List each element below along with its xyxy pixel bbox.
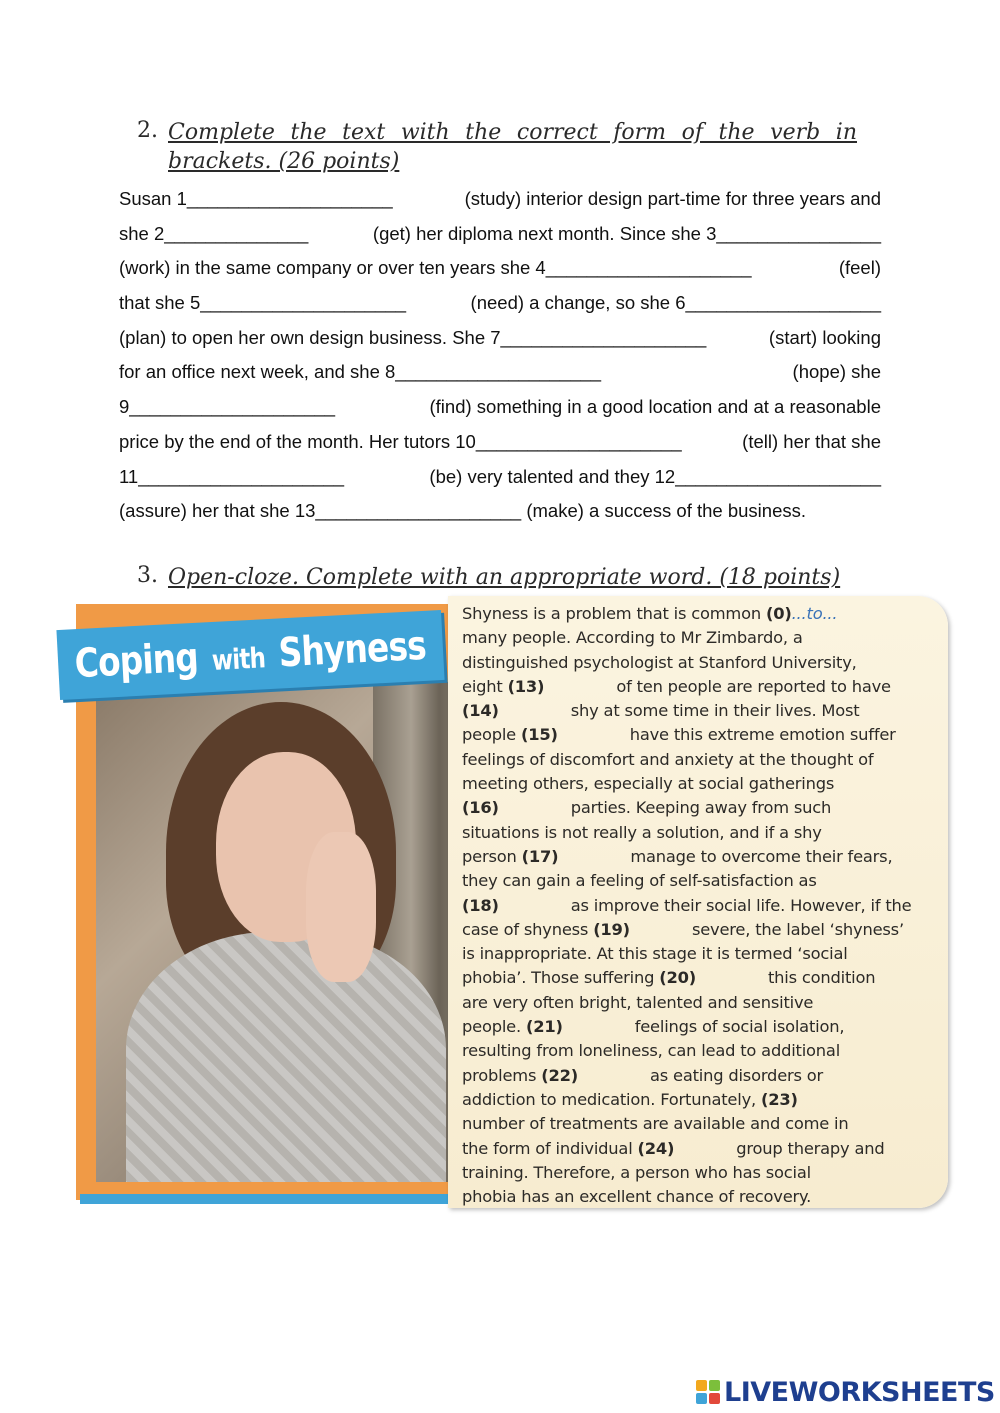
- cloze-line: [462, 1088, 932, 1112]
- cloze-text-part: addiction to medication. Fortunately,: [462, 1089, 761, 1109]
- gap-number: (0): [765, 604, 792, 623]
- text-segment: (study) interior design part-time for three years and: [464, 188, 881, 209]
- cloze-line: [462, 699, 932, 723]
- hand-shape: [306, 832, 376, 982]
- cloze-line: situations is not really a solution, and if a shy: [462, 822, 822, 842]
- cloze-text-part: feelings of social isolation,: [634, 1017, 845, 1037]
- liveworksheets-logo[interactable]: [696, 1375, 995, 1409]
- exercise-3-number: 3.: [137, 563, 158, 588]
- gap-number: (21): [525, 1017, 563, 1037]
- text-segment: that she 5____________________: [119, 292, 407, 314]
- cloze-text-part: of ten people are reported to have: [616, 676, 891, 696]
- text-line: [119, 253, 881, 288]
- gap-number: (23): [760, 1089, 798, 1109]
- text-line: [119, 392, 881, 427]
- text-line: [119, 496, 881, 531]
- cloze-line: resulting from loneliness, can lead to additional: [462, 1041, 841, 1061]
- cloze-line: number of treatments are available and come in: [462, 1114, 849, 1134]
- cloze-line: distinguished psychologist at Stanford University,: [462, 652, 857, 672]
- text-segment: (get) her diploma next month. Since she 3________________: [372, 222, 881, 244]
- text-line: [119, 288, 881, 323]
- cloze-text-part: eight: [462, 676, 508, 696]
- exercise-3-heading: [137, 563, 857, 593]
- text-segment: 11____________________: [119, 465, 344, 487]
- cloze-text-part: parties. Keeping away from such: [570, 798, 832, 818]
- cloze-line: meeting others, especially at social gatherings: [462, 774, 835, 794]
- exercise-2-heading: [137, 118, 857, 178]
- text-segment: (assure) her that she 13____________________: [119, 500, 522, 522]
- text-segment: (hope) she: [792, 361, 881, 383]
- gap-number: (14): [462, 701, 499, 721]
- cloze-line: many people. According to Mr Zimbardo, a: [462, 628, 803, 648]
- cloze-line: [462, 1015, 932, 1039]
- cloze-text-part: have this extreme emotion suffer: [629, 725, 896, 745]
- cloze-text-part: group therapy and: [736, 1138, 885, 1158]
- text-segment: (find) something in a good location and at a reasonable: [429, 396, 881, 418]
- text-segment: (make) a success of the business.: [526, 500, 807, 522]
- cloze-line: are very often bright, talented and sensitive: [462, 992, 814, 1012]
- gap-number: (18): [462, 895, 499, 915]
- sweater-shape: [126, 932, 446, 1182]
- cloze-line: [462, 675, 932, 699]
- cloze-text-part: problems: [462, 1065, 542, 1085]
- reading-panel: [70, 596, 950, 1216]
- cloze-text-part: case of shyness: [462, 919, 594, 939]
- exercise-3-title: Open-cloze. Complete with an appropriate word. (18 points): [168, 565, 841, 590]
- cloze-text-part: shy at some time in their lives. Most: [570, 701, 860, 721]
- gap-number: (15): [520, 725, 558, 745]
- gap-number: (13): [507, 676, 545, 696]
- gap-number: (22): [541, 1065, 578, 1085]
- cloze-line: is inappropriate. At this stage it is termed ‘social: [462, 944, 848, 964]
- cloze-line: [462, 796, 932, 820]
- cloze-line: [462, 602, 932, 626]
- text-segment: (tell) her that she: [742, 430, 881, 452]
- gap-number: (20): [659, 968, 696, 988]
- cloze-text-part: as improve their social life. However, if the: [570, 895, 912, 915]
- gap-number: (16): [462, 798, 499, 818]
- cloze-line: [462, 894, 932, 918]
- logo-text: LIVEWORKSHEETS: [724, 1376, 995, 1408]
- cloze-text-part: phobia’. Those suffering: [462, 968, 660, 988]
- cloze-text-part: this condition: [767, 968, 876, 988]
- exercise-2-title-line-2: brackets. (26 points): [168, 149, 400, 174]
- exercise-2-title: [168, 118, 857, 176]
- cloze-text-part: as eating disorders or: [649, 1065, 824, 1085]
- cloze-text-part: person: [462, 846, 522, 866]
- cloze-line: phobia has an excellent chance of recovery.: [462, 1187, 812, 1207]
- cloze-text-part: manage to overcome their fears,: [630, 846, 893, 866]
- cloze-text-part: people.: [462, 1017, 526, 1037]
- text-line: [119, 427, 881, 462]
- banner-word: with: [211, 641, 267, 677]
- text-line: [119, 323, 881, 358]
- cloze-textbox: [448, 596, 948, 1208]
- text-segment: (feel): [838, 257, 881, 279]
- text-segment: Susan 1____________________: [119, 188, 393, 209]
- cloze-text: [462, 602, 932, 1209]
- cloze-text-part: Shyness is a problem that is common: [462, 604, 766, 623]
- text-segment: for an office next week, and she 8____________________: [119, 361, 602, 383]
- cloze-line: [462, 918, 932, 942]
- text-segment: she 2______________: [119, 222, 309, 244]
- banner-title: [74, 623, 427, 687]
- cloze-line: [462, 1064, 932, 1088]
- text-segment: (work) in the same company or over ten years she 4____________________: [119, 257, 752, 279]
- exercise-2-text: [119, 184, 881, 531]
- cloze-line: feelings of discomfort and anxiety at the thought of: [462, 749, 874, 769]
- text-line: [119, 219, 881, 254]
- banner-word: Shyness: [277, 622, 428, 677]
- text-segment: (plan) to open her own design business. She 7____________________: [119, 326, 707, 348]
- cloze-line: [462, 723, 932, 747]
- text-line: [119, 184, 881, 219]
- banner-word: Coping: [73, 634, 200, 688]
- cloze-text-part: people: [462, 725, 521, 745]
- cloze-text-part: severe, the label ‘shyness’: [691, 919, 904, 939]
- woman-photo: [96, 682, 468, 1182]
- cloze-line: training. Therefore, a person who has social: [462, 1162, 811, 1182]
- exercise-2-number: 2.: [137, 118, 158, 143]
- text-line: [119, 357, 881, 392]
- gap-number: (17): [521, 846, 559, 866]
- exercise-2-title-line-1: Complete the text with the correct form of the verb in: [168, 120, 857, 145]
- gap-number: (19): [593, 919, 630, 939]
- text-segment: (start) looking: [768, 326, 881, 348]
- text-segment: price by the end of the month. Her tutors 10____________________: [119, 430, 682, 452]
- text-segment: (be) very talented and they 12____________________: [429, 465, 881, 487]
- example-answer: ...to...: [791, 604, 838, 623]
- cloze-line: [462, 1137, 932, 1161]
- cloze-line: [462, 966, 932, 990]
- text-segment: (need) a change, so she 6___________________: [470, 292, 881, 314]
- cloze-line: [462, 845, 932, 869]
- cloze-line: they can gain a feeling of self-satisfaction as: [462, 871, 817, 891]
- text-line: [119, 462, 881, 497]
- logo-mark-icon: [696, 1380, 720, 1404]
- cloze-text-part: the form of individual: [462, 1138, 638, 1158]
- gap-number: (24): [637, 1138, 675, 1158]
- text-segment: 9____________________: [119, 396, 336, 418]
